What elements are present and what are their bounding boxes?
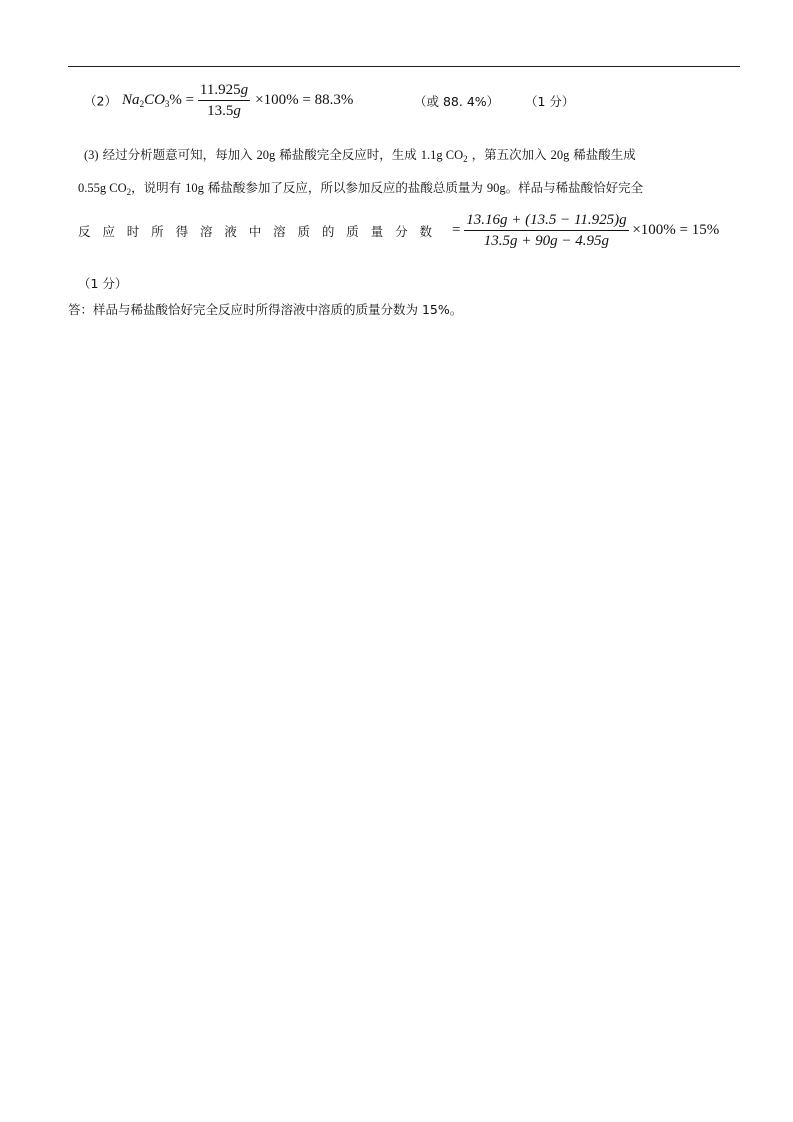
part2-score: （1 分） bbox=[525, 94, 575, 109]
part3-fraction: $\frac{13.16g + (13.5 - 11.925)g}{13.5g + 90g - 4.95g}$ bbox=[466, 212, 627, 249]
part2-fraction: $\frac{11.925g}{13.5g}$ bbox=[199, 82, 249, 119]
part2-formula-lhs: $Na_2CO_3\%$ = bbox=[122, 92, 195, 109]
part2-result: ×100% = 88.3% bbox=[255, 92, 354, 108]
part3-line-2: 0.55g $CO_2$，说明有 10g 稀盐酸参加了反应，所以参加反应的盐酸总质量为 90g。样品与稀盐酸恰好完全 bbox=[78, 180, 644, 197]
part3-score: （1 分） bbox=[78, 276, 128, 291]
part3-line-1: (3) 经过分析题意可知，每加入 20g 稀盐酸完全反应时，生成 1.1g $CO_2$ ，第五次加入 20g 稀盐酸生成 bbox=[84, 147, 636, 164]
part2-alt-value: （或 88. 4%） bbox=[414, 94, 500, 109]
header-rule bbox=[68, 66, 740, 67]
part3-line-3-label: 反 应 时 所 得 溶 液 中 溶 质 的 质 量 分 数 bbox=[78, 224, 432, 239]
part2-line bbox=[84, 80, 353, 121]
part2-label: （2） bbox=[84, 93, 117, 109]
part3-formula: = $\frac{13.16g + (13.5 - 11.925)g}{13.5g + 90g - 4.95g}$ ×100% = 15% bbox=[452, 212, 720, 249]
answer-line: 答：样品与稀盐酸恰好完全反应时所得溶液中溶质的质量分数为 15%。 bbox=[68, 302, 463, 317]
